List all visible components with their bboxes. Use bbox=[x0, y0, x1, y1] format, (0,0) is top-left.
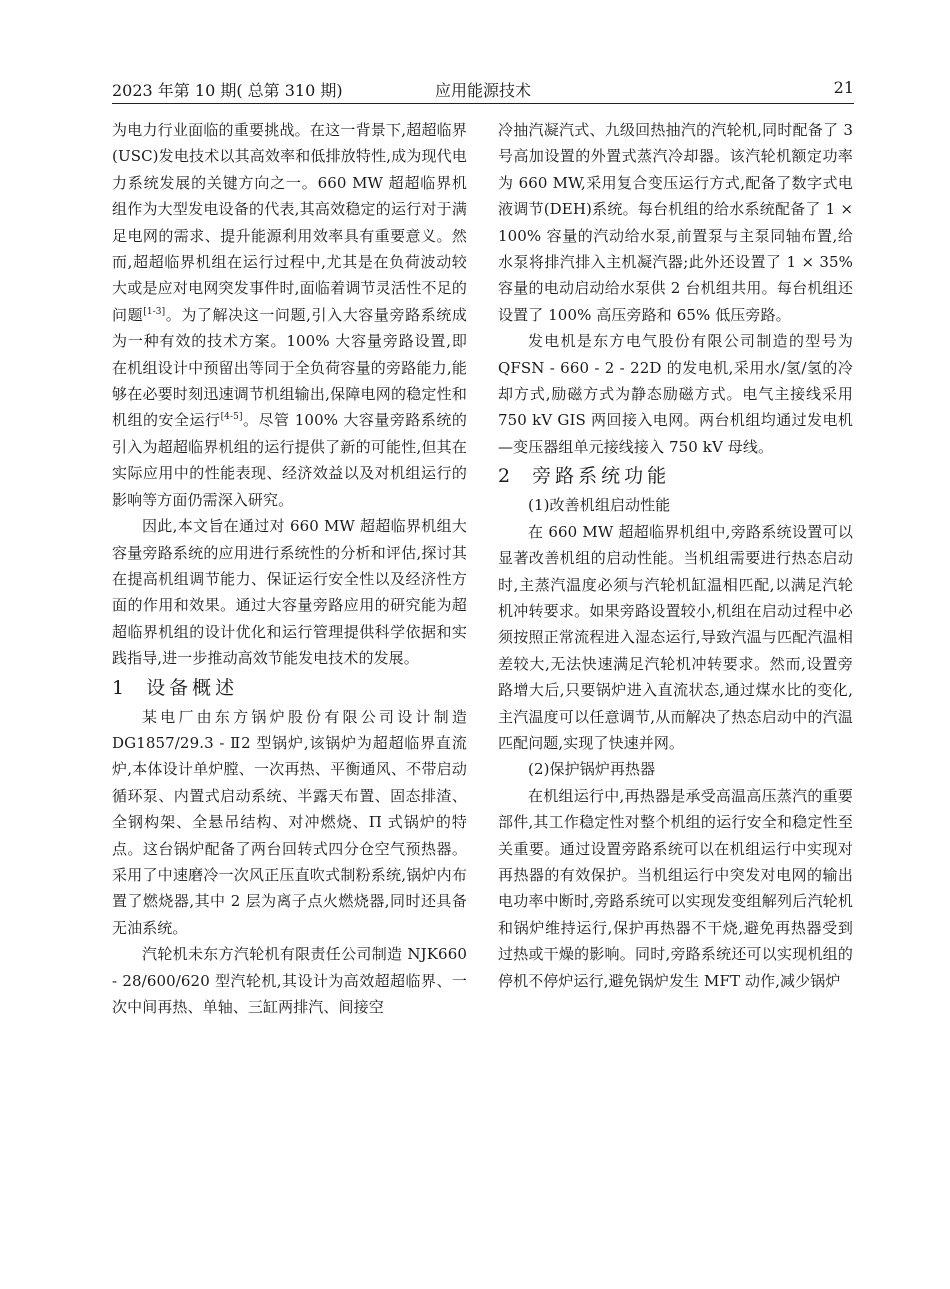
paragraph: 冷抽汽凝汽式、九级回热抽汽的汽轮机,同时配备了 3 号高加设置的外置式蒸汽冷却器。该汽轮机额定功率为 660 MW,采用复合变压运行方式,配备了数字式电液调节(DEH)系统。每台机组的给水系统配备了 1 × 100% 容量的汽动给水泵,前置泵与主泵同轴布置,给水泵将排汽排入主机凝汽器;此外还设置了 1 × 35% 容量的电动启动给水泵供 2 台机组共用。每台机组还设置了 100% 高压旁路和 65% 低压旁路。 bbox=[498, 121, 853, 324]
paragraph: 某电厂由东方锅炉股份有限公司设计制造 DG1857/29.3 - Ⅱ2 型锅炉,该锅炉为超超临界直流炉,本体设计单炉膛、一次再热、平衡通风、不带启动循环泵、内置式启动系统、半露天布置、固态排渣、全钢构架、全悬吊结构、对冲燃烧、Π 式锅炉的特点。这台锅炉配备了两台回转式四分仓空气预热器。采用了中速磨冷一次风正压直吹式制粉系统,锅炉内布置了燃烧器,其中 2 层为离子点火燃烧器,同时还具备无油系统。 bbox=[112, 707, 467, 937]
section-title: 旁路系统功能 bbox=[532, 465, 671, 488]
running-header bbox=[112, 78, 854, 100]
text-run: 。尽管 100% 大容量旁路系统的引入为超超临界机组的运行提供了新的可能性,但其在实际应用中的性能表现、经济效益以及对机组运行的影响等方面仍需深入研究。 bbox=[112, 411, 468, 509]
section-title: 设备概述 bbox=[146, 676, 239, 699]
issue-info: 2023 年第 10 期( 总第 310 期) bbox=[112, 81, 343, 100]
section-heading-2 bbox=[498, 462, 853, 490]
journal-name: 应用能源技术 bbox=[434, 81, 531, 100]
page-number: 21 bbox=[833, 78, 854, 97]
header-rule bbox=[112, 103, 854, 104]
subsection-heading: (1)改善机组启动性能 bbox=[528, 496, 671, 515]
paragraph bbox=[112, 117, 467, 513]
paragraph: 因此,本文旨在通过对 660 MW 超超临界机组大容量旁路系统的应用进行系统性的分析和评估,探讨其在提高机组调节能力、保证运行安全性以及经济性方面的作用和效果。通过大容量旁路应用的研究能为超超临界机组的设计优化和运行管理提供科学依据和实践指导,进一步推动高效节能发电技术的发展。 bbox=[112, 517, 467, 668]
paragraph: 发电机是东方电气股份有限公司制造的型号为 QFSN - 660 - 2 - 22D 的发电机,采用水/氢/氢的冷却方式,励磁方式为静态励磁方式。电气主接线采用 750 kV GIS 两回接入电网。两台机组均通过发电机—变压器组单元接线接入 750 kV 母线。 bbox=[498, 332, 853, 456]
right-column bbox=[498, 117, 853, 994]
citation: [1-3] bbox=[143, 306, 166, 317]
citation: [4-5] bbox=[220, 412, 243, 423]
subsection-heading: (2)保护锅炉再热器 bbox=[528, 760, 656, 779]
paragraph: 在 660 MW 超超临界机组中,旁路系统设置可以显著改善机组的启动性能。当机组需要进行热态启动时,主蒸汽温度必须与汽轮机缸温相匹配,以满足汽轮机冲转要求。如果旁路设置较小,机组在启动过程中必须按照正常流程进入湿态运行,导致汽温与匹配汽温相差较大,无法快速满足汽轮机冲转要求。然而,设置旁路增大后,只要锅炉进入直流状态,通过煤水比的变化,主汽温度可以任意调节,从而解决了热态启动中的汽温匹配问题,实现了快速并网。 bbox=[498, 522, 853, 752]
section-heading-1 bbox=[112, 674, 467, 702]
text-run: 为电力行业面临的重要挑战。在这一背景下,超超临界(USC)发电技术以其高效率和低排放特性,成为现代电力系统发展的关键方向之一。660 MW 超超临界机组作为大型发电设备的代表,其高效稳定的运行对于满足电网的需求、提升能源利用效率具有重要意义。然而,超超临界机组在运行过程中,尤其是在负荷波动较大或是应对电网突发事件时,面临着调节灵活性不足的问题 bbox=[112, 121, 467, 324]
text-run: 。为了解决这一问题,引入大容量旁路系统成为一种有效的技术方案。100% 大容量旁路设置,即在机组设计中预留出等同于全负荷容量的旁路能力,能够在必要时刻迅速调节机组输出,保障电网的稳定性和机组的安全运行 bbox=[112, 305, 467, 430]
section-number: 2 bbox=[498, 465, 511, 488]
section-number: 1 bbox=[112, 676, 125, 699]
paragraph: 汽轮机未东方汽轮机有限责任公司制造 NJK660 - 28/600/620 型汽轮机,其设计为高效超超临界、一次中间再热、单轴、三缸两排汽、间接空 bbox=[112, 945, 467, 1016]
paragraph: 在机组运行中,再热器是承受高温高压蒸汽的重要部件,其工作稳定性对整个机组的运行安全和稳定性至关重要。通过设置旁路系统可以在机组运行中实现对再热器的有效保护。当机组运行中突发对电网的输出电功率中断时,旁路系统可以实现发变组解列后汽轮机和锅炉维持运行,保护再热器不干烧,避免再热器受到过热或干燥的影响。同时,旁路系统还可以实现机组的停机不停炉运行,避免锅炉发生 MFT 动作,减少锅炉 bbox=[498, 786, 853, 990]
left-column bbox=[112, 117, 467, 1020]
